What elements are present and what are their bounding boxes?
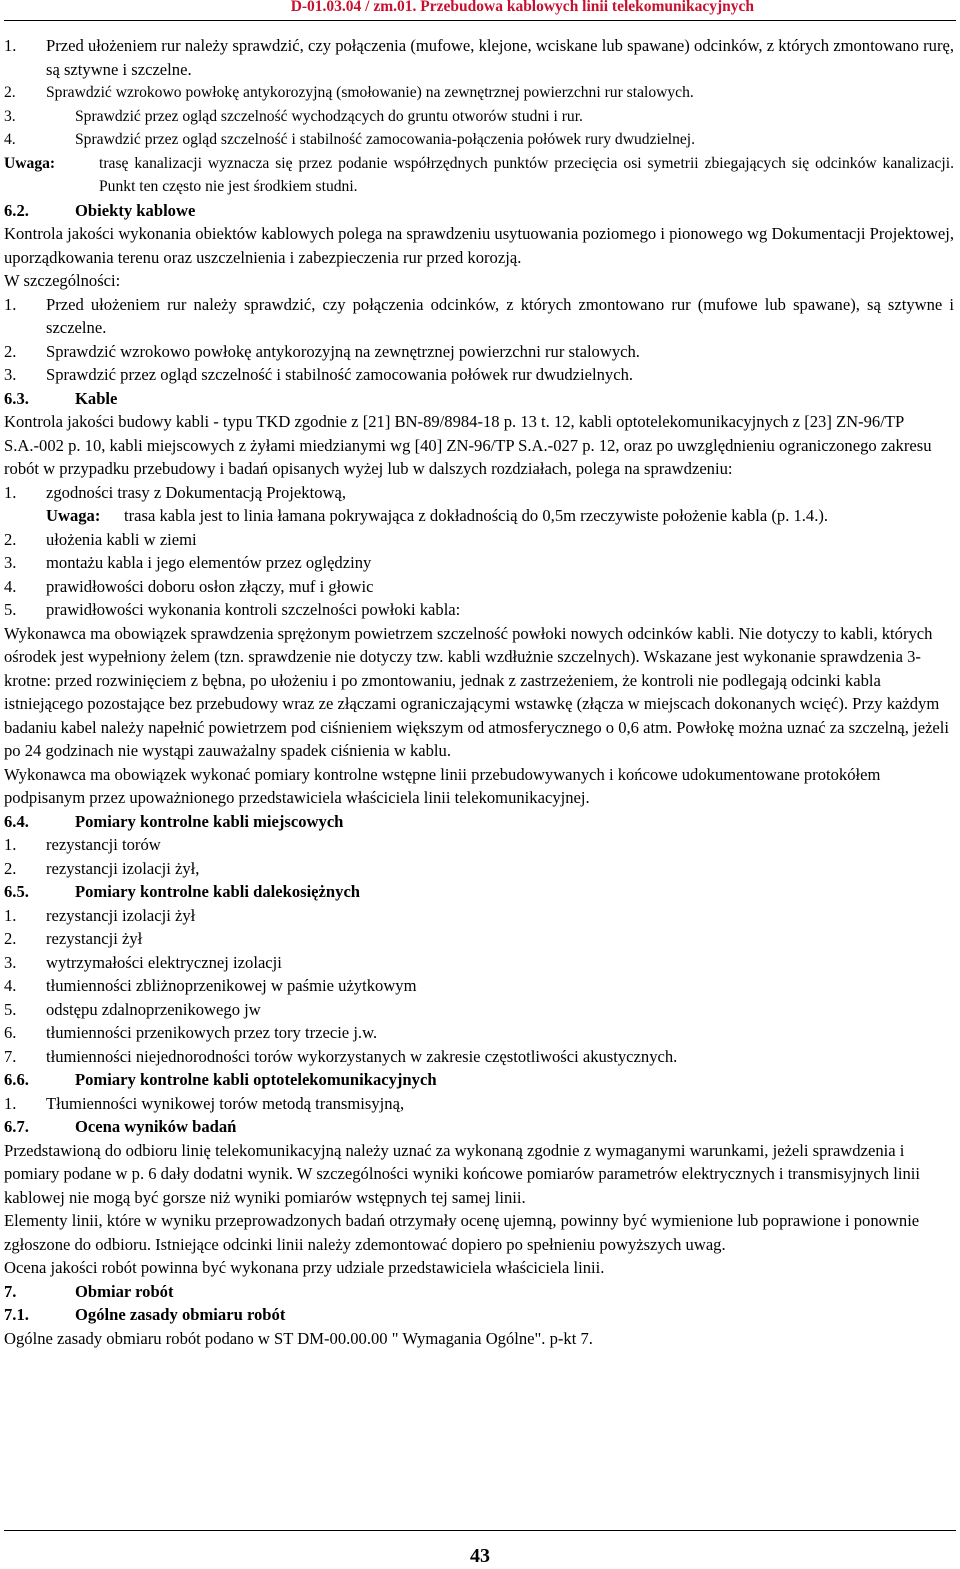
section-title: Pomiary kontrolne kabli dalekosiężnych (75, 882, 361, 901)
paragraph: Ogólne zasady obmiaru robót podano w ST DM-00.00.00 " Wymagania Ogólne". p-kt 7. (4, 1328, 593, 1348)
note-label: Uwaga: (46, 506, 101, 525)
section-title: Ocena wyników badań (75, 1117, 237, 1136)
item-text: tłumienności zbliżnoprzenikowej w paśmie użytkowym (46, 976, 417, 995)
list-item (4, 34, 954, 81)
item-number: 3. (4, 365, 17, 384)
list-item (4, 857, 954, 881)
list-item (4, 575, 954, 599)
section-heading (4, 387, 954, 411)
section-title: Ogólne zasady obmiaru robót (75, 1305, 286, 1324)
section-title: Pomiary kontrolne kabli miejscowych (75, 811, 344, 831)
paragraph: Elementy linii, które w wyniku przeprowadzonych badań otrzymały ocenę ujemną, powinny być wymienione lub poprawione i ponownie zgłoszone do odbioru. Istniejące odcinki linii należy zdemontować dopiero po spełnieniu powyższych uwag. (4, 1211, 920, 1254)
page-number: 43 (470, 1545, 490, 1567)
item-text: Przed ułożeniem rur należy sprawdzić, czy połączenia (mufowe, klejone, wciskane lub spawane) odcinków, z których zmontowano rurę, są sztywne i szczelne. (46, 36, 954, 79)
item-number: 4. (4, 576, 17, 596)
list-item (4, 974, 954, 998)
note-block (46, 504, 954, 528)
item-text: prawidłowości doboru osłon złączy, muf i głowic (46, 576, 374, 596)
section-heading (4, 1303, 954, 1327)
item-text: Sprawdzić wzrokowo powłokę antykorozyjną na zewnętrznej powierzchni rur stalowych. (46, 341, 640, 361)
list-checks-cables (4, 528, 954, 622)
list-local-cable-measurements (4, 833, 954, 880)
list-checks-ducts (4, 34, 954, 152)
item-number: 2. (4, 858, 17, 878)
item-text: ułożenia kabli w ziemi (46, 529, 197, 549)
item-text: rezystancji izolacji żył (46, 905, 196, 925)
running-header: D-01.03.04 / zm.01. Przebudowa kablowych linii telekomunikacyjnych (290, 0, 754, 15)
section-heading (4, 810, 954, 834)
item-text: Sprawdzić przez ogląd szczelność i stabilność zamocowania-połączenia połówek rury dwudzielnej. (75, 131, 696, 148)
section-title: Obmiar robót (75, 1281, 174, 1301)
section-heading (4, 1115, 954, 1139)
list-item (4, 128, 954, 152)
item-text: tłumienności niejednorodności torów wykorzystanych w zakresie częstotliwości akustycznych. (46, 1046, 678, 1066)
header-rule (4, 20, 956, 21)
item-number: 2. (4, 84, 16, 101)
section-heading (4, 880, 954, 904)
item-text: Sprawdzić przez ogląd szczelność wychodzących do gruntu otworów studni i rur. (75, 107, 583, 125)
list-item (4, 340, 954, 364)
section-number: 6.4. (4, 811, 29, 831)
item-number: 2. (4, 529, 17, 549)
section-number: 7. (4, 1281, 17, 1301)
item-number: 1. (4, 835, 17, 854)
list-item (4, 481, 954, 505)
item-text: tłumienności przenikowych przez tory trzecie j.w. (46, 1023, 378, 1042)
note-text: trasa kabla jest to linia łamana pokrywająca z dokładnością do 0,5m rzeczywiste położenie kabla (p. 1.4.). (124, 506, 829, 525)
section-title: Pomiary kontrolne kabli optotelekomunikacyjnych (75, 1070, 437, 1089)
item-number: 1. (4, 1093, 17, 1113)
item-number: 1. (4, 482, 17, 502)
list-longdistance-cable-measurements (4, 904, 954, 1069)
item-number: 4. (4, 976, 17, 995)
section-heading (4, 1280, 954, 1304)
item-text: rezystancji torów (46, 835, 161, 854)
section-title: Obiekty kablowe (75, 200, 196, 220)
note-text: trasę kanalizacji wyznacza się przez podanie współrzędnych punktów przecięcia osi symetrii zbiegających się odcinków kanalizacji. Punkt ten często nie jest środkiem studni. (99, 154, 954, 195)
section-number: 6.2. (4, 200, 29, 220)
item-text: prawidłowości wykonania kontroli szczelności powłoki kabla: (46, 600, 461, 619)
paragraph: Wykonawca ma obowiązek sprawdzenia sprężonym powietrzem szczelność powłoki nowych odcinków kabli. Nie dotyczy to kabli, których ośrodek jest wypełniony żelem (tzn. sprawdzenie nie dotyczy tzw. kabli wzdłużnie szczelnych). Wskazane jest wykonanie sprawdzenia 3-krotne: przed rozwinięciem z bębna, po ułożeniu i po zmontowaniu, jednak z zastrzeżeniem, że kontroli nie podlegają odcinki kabla istniejącego pozostające bez przebudowy wraz ze złączami ograniczającymi wstawkę (złącza w miejscach dokonanych wcięć). Przy każdym badaniu kabel należy napełnić powietrzem pod ciśnieniem większym od atmosferycznego o 0,6 atm. Powłokę można uznać za szczelną, jeżeli po 24 godzinach nie wystąpi zauważalny spadek ciśnienia w kablu. (4, 623, 950, 760)
paragraph: Przedstawioną do odbioru linię telekomunikacyjną należy uznać za wykonaną zgodnie z wymaganymi warunkami, jeżeli sprawdzenia i pomiary podane w p. 6 dały dodatni wynik. W szczególności wyniki końcowe pomiarów parametrów elektrycznych i transmisyjnych linii kablowej nie mogą być gorsze niż wyniki pomiarów wstępnych tej samej linii. (4, 1140, 920, 1207)
item-text: odstępu zdalnoprzenikowego jw (46, 999, 261, 1019)
paragraph: Kontrola jakości budowy kabli - typu TKD zgodnie z [21] BN-89/8984-18 p. 13 t. 12, kabli optotelekomunikacyjnych z [23] ZN-96/TP S.A.-002 p. 10, kabli miejscowych z żyłami miedzianymi wg [40] ZN-96/TP S.A.-027 p. 12, oraz po uwzględnieniu ograniczonego zakresu robót w przypadku przebudowy i badań opisanych wyżej lub w dalszych rozdziałach, polega na sprawdzeniu: (4, 412, 932, 478)
item-text: montażu kabla i jego elementów przez oględziny (46, 553, 372, 572)
list-item (4, 927, 954, 951)
section-number: 6.3. (4, 388, 29, 408)
item-text: rezystancji żył (46, 929, 143, 948)
paragraph: Kontrola jakości wykonania obiektów kablowych polega na sprawdzeniu usytuowania poziomego i pionowego wg Dokumentacji Projektowej, uporządkowania terenu oraz uszczelnienia i zabezpieczenia rur przed korozją. (4, 224, 954, 267)
item-number: 1. (4, 36, 17, 55)
section-heading (4, 1068, 954, 1092)
list-item (4, 363, 954, 387)
item-text: Tłumienności wynikowej torów metodą transmisyjną, (46, 1093, 405, 1113)
item-number: 6. (4, 1023, 17, 1042)
paragraph: W szczególności: (4, 271, 121, 290)
section-number: 6.5. (4, 882, 29, 901)
list-item (4, 528, 954, 552)
section-number: 6.6. (4, 1070, 29, 1089)
item-text: Sprawdzić przez ogląd szczelność i stabilność zamocowania połówek rur dwudzielnych. (46, 365, 634, 384)
footer-rule (4, 1530, 956, 1531)
list-checks-objects (4, 293, 954, 387)
list-item (4, 81, 954, 105)
paragraph: Wykonawca ma obowiązek wykonać pomiary kontrolne wstępne linii przebudowywanych i końcowe udokumentowane protokółem podpisanym przez upoważnionego przedstawiciela właściciela linii telekomunikacyjnej. (4, 764, 881, 807)
list-item (4, 951, 954, 975)
item-text: rezystancji izolacji żył, (46, 858, 200, 878)
page-content (4, 34, 954, 1350)
item-text: Sprawdzić wzrokowo powłokę antykorozyjną (smołowanie) na zewnętrznej powierzchni rur stalowych. (46, 84, 694, 101)
list-item (4, 551, 954, 575)
list-item (4, 904, 954, 928)
note-label: Uwaga: (4, 154, 56, 172)
list-item (4, 1021, 954, 1045)
item-number: 4. (4, 131, 16, 148)
list-item (4, 598, 954, 622)
section-heading (4, 199, 954, 223)
item-number: 2. (4, 341, 17, 361)
item-number: 1. (4, 294, 17, 314)
section-number: 6.7. (4, 1117, 29, 1136)
list-item (4, 1092, 954, 1116)
item-number: 3. (4, 553, 17, 572)
item-text: wytrzymałości elektrycznej izolacji (46, 952, 282, 972)
item-text: zgodności trasy z Dokumentacją Projektową, (46, 482, 346, 502)
section-title: Kable (75, 388, 118, 408)
item-number: 7. (4, 1046, 17, 1066)
item-number: 5. (4, 999, 17, 1019)
item-number: 3. (4, 107, 16, 125)
list-item (4, 998, 954, 1022)
paragraph: Ocena jakości robót powinna być wykonana przy udziale przedstawiciela właściciela linii. (4, 1258, 605, 1277)
list-item (4, 1045, 954, 1069)
item-number: 5. (4, 600, 17, 619)
list-item (4, 293, 954, 340)
item-number: 2. (4, 929, 17, 948)
list-item (4, 105, 954, 129)
item-text: Przed ułożeniem rur należy sprawdzić, czy połączenia odcinków, z których zmontowano rur (mufowe lub spawane), są sztywne i szczelne. (46, 294, 954, 337)
note-block (4, 152, 954, 199)
item-number: 1. (4, 905, 17, 925)
item-number: 3. (4, 952, 17, 972)
section-number: 7.1. (4, 1305, 29, 1324)
list-item (4, 833, 954, 857)
